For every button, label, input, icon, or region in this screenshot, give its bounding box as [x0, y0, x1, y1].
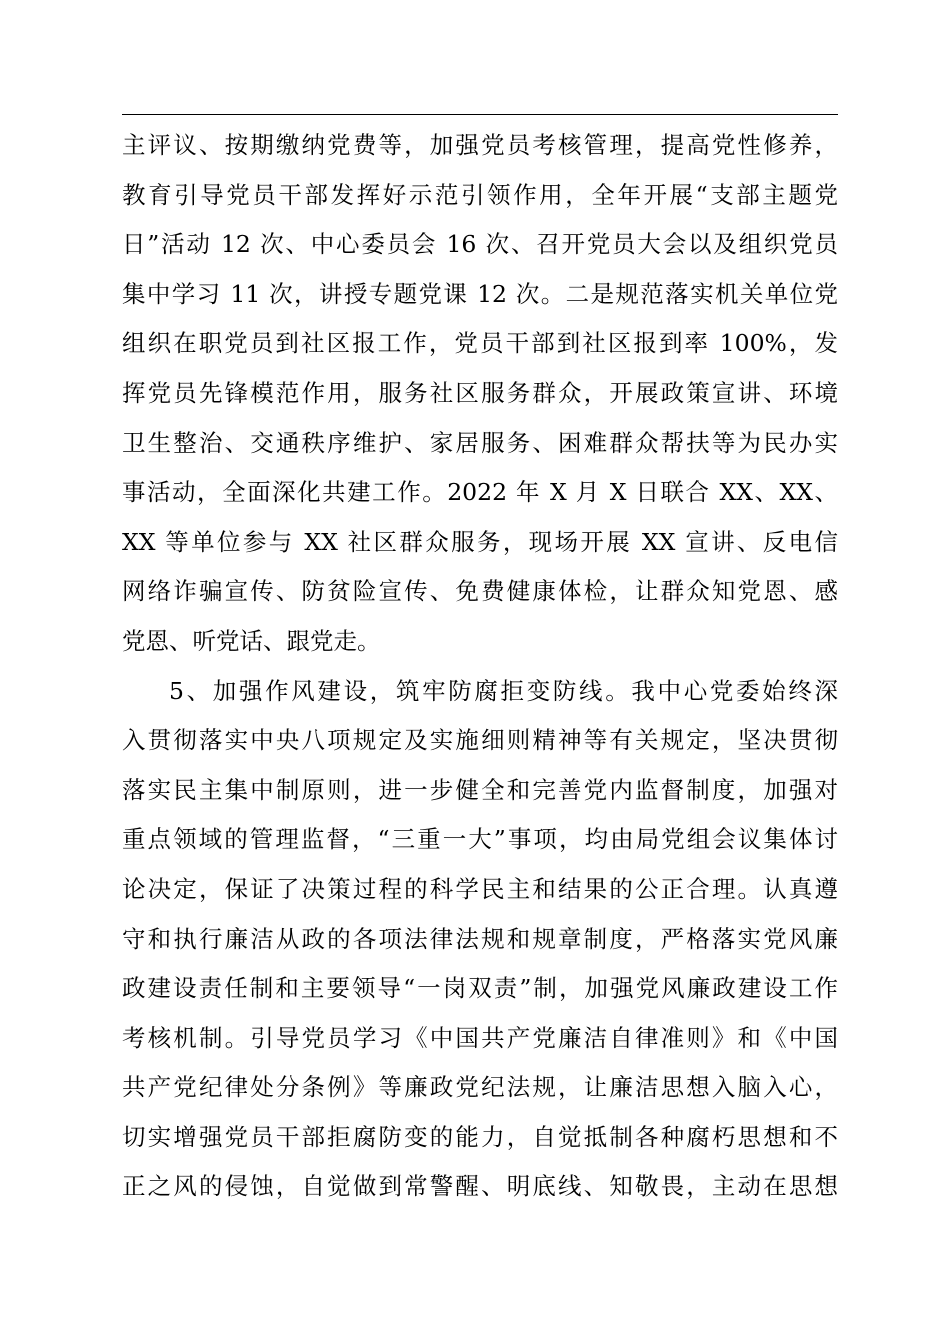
text-line: 落实民主集中制原则，进一步健全和完善党内监督制度，加强对: [122, 775, 838, 804]
text-line: 日”活动 12 次、中心委员会 16 次、召开党员大会以及组织党员: [122, 230, 838, 259]
text-line: 网络诈骗宣传、防贫险宣传、免费健康体检，让群众知党恩、感: [122, 577, 838, 606]
text-line: 共产党纪律处分条例》等廉政党纪法规，让廉洁思想入脑入心，: [122, 1073, 838, 1102]
header-rule: [122, 114, 838, 115]
section-5-heading-line: 5、加强作风建设，筑牢防腐拒变防线。我中心党委始终深: [169, 676, 838, 705]
text-line: 政建设责任制和主要领导“一岗双责”制，加强党风廉政建设工作: [122, 974, 838, 1003]
document-body: [122, 121, 838, 1212]
text-line: 切实增强党员干部拒腐防变的能力，自觉抵制各种腐朽思想和不: [122, 1122, 838, 1151]
text-line: 主评议、按期缴纳党费等，加强党员考核管理，提高党性修养，: [122, 131, 838, 159]
text-line: 考核机制。引导党员学习《中国共产党廉洁自律准则》和《中国: [122, 1023, 838, 1052]
text-line: 挥党员先锋模范作用，服务社区服务群众，开展政策宣讲、环境: [122, 378, 838, 407]
text-line: XX 等单位参与 XX 社区群众服务，现场开展 XX 宣讲、反电信: [122, 527, 838, 556]
text-line: 守和执行廉洁从政的各项法律法规和规章制度，严格落实党风廉: [122, 924, 838, 953]
paragraph-end-line: 党恩、听党话、跟党走。: [122, 626, 381, 655]
text-line: 卫生整治、交通秩序维护、家居服务、困难群众帮扶等为民办实: [122, 428, 838, 457]
text-line: 论决定，保证了决策过程的科学民主和结果的公正合理。认真遵: [122, 874, 838, 903]
text-line: 教育引导党员干部发挥好示范引领作用，全年开展“支部主题党: [122, 180, 838, 209]
text-line: 正之风的侵蚀，自觉做到常警醒、明底线、知敬畏，主动在思想: [122, 1172, 838, 1201]
text-line: 集中学习 11 次，讲授专题党课 12 次。二是规范落实机关单位党: [122, 279, 838, 308]
text-line: 组织在职党员到社区报工作，党员干部到社区报到率 100%，发: [122, 329, 838, 358]
text-line: 重点领域的管理监督，“三重一大”事项，均由局党组会议集体讨: [122, 825, 838, 854]
text-line: 入贯彻落实中央八项规定及实施细则精神等有关规定，坚决贯彻: [122, 726, 838, 755]
text-line: 事活动，全面深化共建工作。2022 年 X 月 X 日联合 XX、XX、: [122, 478, 838, 507]
